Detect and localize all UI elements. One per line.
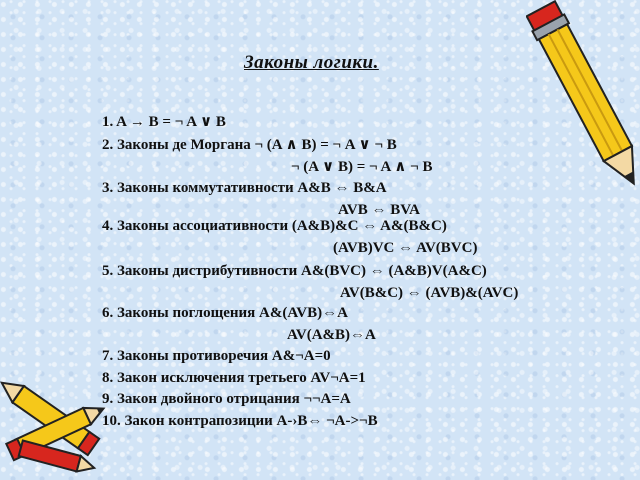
law-line-3: 3. Законы коммутативности A&B ⇔ B&A <box>102 180 387 196</box>
law-line-2b: ¬ (A ∨ B) = ¬ A ∧ ¬ B <box>291 159 433 175</box>
law-line-4b: (AVB)VC ⇔ AV(BVC) <box>333 240 478 256</box>
law-line-3b: AVB ⇔ BVA <box>338 202 420 218</box>
law-line-10: 10. Закон контрапозиции A-›B⇔ ¬A->¬B <box>102 413 378 429</box>
pencils-left-icon <box>0 360 110 480</box>
law-line-2: 2. Законы де Моргана ¬ (A ∧ B) = ¬ A ∨ ¬ B <box>102 137 397 153</box>
law-line-8: 8. Закон исключения третьего AV¬A=1 <box>102 370 366 386</box>
law-line-1: 1. A → B = ¬ A ∨ B <box>102 114 226 130</box>
law-line-5b: AV(B&C) ⇔ (AVB)&(AVC) <box>340 285 519 301</box>
pencil-right-icon <box>526 0 640 200</box>
law-line-6: 6. Законы поглощения A&(AVB)⇔A <box>102 305 348 321</box>
law-line-4: 4. Законы ассоциативности (A&B)&C ⇔ A&(B&C) <box>102 218 447 234</box>
law-line-5: 5. Законы дистрибутивности A&(BVC) ⇔ (A&B)V(A&C) <box>102 263 487 279</box>
slide-title: Законы логики. <box>244 52 379 73</box>
law-line-7: 7. Законы противоречия A&¬A=0 <box>102 348 331 364</box>
law-line-9: 9. Закон двойного отрицания ¬¬A=A <box>102 391 351 407</box>
law-line-6b: AV(A&B)⇔A <box>287 327 376 343</box>
